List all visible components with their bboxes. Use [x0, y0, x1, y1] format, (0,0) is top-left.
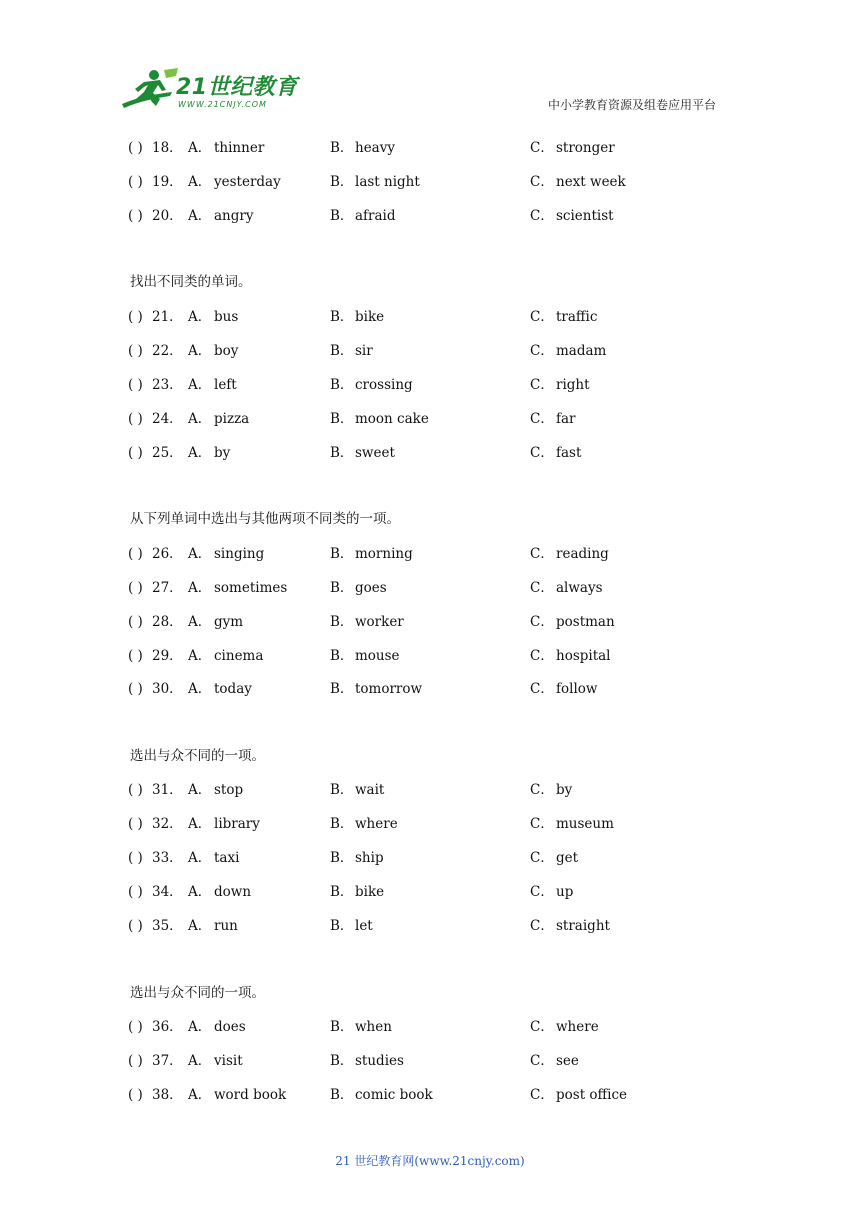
answer-blank: ( )	[128, 445, 143, 461]
option-c: stronger	[556, 140, 615, 156]
option-a: boy	[214, 343, 239, 359]
question-row	[0, 880, 860, 904]
question-number: 37．	[152, 1053, 183, 1069]
option-c-label: C．	[530, 174, 554, 190]
question-number: 18．	[152, 140, 183, 156]
answer-blank: ( )	[128, 343, 143, 359]
answer-blank: ( )	[128, 580, 143, 596]
question-row	[0, 373, 860, 397]
option-a: word book	[214, 1087, 287, 1103]
option-c-label: C．	[530, 343, 554, 359]
question-row	[0, 677, 860, 701]
option-b: sweet	[355, 445, 395, 461]
option-c: straight	[556, 918, 610, 934]
site-logo	[120, 66, 298, 118]
option-a-label: A．	[188, 546, 212, 562]
answer-blank: ( )	[128, 884, 143, 900]
question-number: 22．	[152, 343, 183, 359]
option-a: pizza	[214, 411, 250, 427]
option-b-label: B．	[330, 918, 354, 934]
question-row	[0, 136, 860, 160]
option-c-label: C．	[530, 614, 554, 630]
option-b-label: B．	[330, 884, 354, 900]
option-b: moon cake	[355, 411, 429, 427]
question-row	[0, 610, 860, 634]
option-a: library	[214, 816, 260, 832]
option-b-label: B．	[330, 208, 354, 224]
answer-blank: ( )	[128, 208, 143, 224]
question-number: 27．	[152, 580, 183, 596]
option-c-label: C．	[530, 445, 554, 461]
option-b: where	[355, 816, 398, 832]
option-b: studies	[355, 1053, 404, 1069]
question-number: 21．	[152, 309, 183, 325]
answer-blank: ( )	[128, 1087, 143, 1103]
option-c: reading	[556, 546, 609, 562]
question-row	[0, 1083, 860, 1107]
option-b: ship	[355, 850, 384, 866]
option-b-label: B．	[330, 174, 354, 190]
question-row	[0, 542, 860, 566]
option-a-label: A．	[188, 343, 212, 359]
question-row	[0, 441, 860, 465]
option-a-label: A．	[188, 681, 212, 697]
option-b-label: B．	[330, 681, 354, 697]
option-b: tomorrow	[355, 681, 423, 697]
question-number: 36．	[152, 1019, 183, 1035]
option-a: down	[214, 884, 252, 900]
section-instruction: 选出与众不同的一项。	[130, 748, 265, 764]
option-b-label: B．	[330, 309, 354, 325]
option-b: let	[355, 918, 373, 934]
question-number: 26．	[152, 546, 183, 562]
option-a-label: A．	[188, 377, 212, 393]
logo-url: WWW.21CNJY.COM	[178, 100, 267, 109]
option-b-label: B．	[330, 782, 354, 798]
option-a: run	[214, 918, 238, 934]
platform-title: 中小学教育资源及组卷应用平台	[548, 98, 717, 112]
option-c-label: C．	[530, 140, 554, 156]
section-instruction: 选出与众不同的一项。	[130, 985, 265, 1001]
option-b: worker	[355, 614, 404, 630]
option-b-label: B．	[330, 140, 354, 156]
option-a-label: A．	[188, 1087, 212, 1103]
option-b: bike	[355, 309, 385, 325]
option-a: left	[214, 377, 237, 393]
option-c: next week	[556, 174, 626, 190]
option-a: cinema	[214, 648, 264, 664]
option-c: see	[556, 1053, 579, 1069]
question-number: 29．	[152, 648, 183, 664]
option-c: scientist	[556, 208, 614, 224]
question-row	[0, 914, 860, 938]
option-c-label: C．	[530, 411, 554, 427]
question-row	[0, 1015, 860, 1039]
option-b-label: B．	[330, 445, 354, 461]
option-b-label: B．	[330, 343, 354, 359]
option-b-label: B．	[330, 1019, 354, 1035]
question-number: 34．	[152, 884, 183, 900]
option-c-label: C．	[530, 309, 554, 325]
option-b: sir	[355, 343, 373, 359]
option-a-label: A．	[188, 411, 212, 427]
option-b: goes	[355, 580, 387, 596]
question-row	[0, 644, 860, 668]
option-b: morning	[355, 546, 413, 562]
option-a-label: A．	[188, 918, 212, 934]
answer-blank: ( )	[128, 918, 143, 934]
option-c: hospital	[556, 648, 611, 664]
question-number: 31．	[152, 782, 183, 798]
option-c: traffic	[556, 309, 598, 325]
question-row	[0, 204, 860, 228]
option-a: singing	[214, 546, 265, 562]
answer-blank: ( )	[128, 140, 143, 156]
option-c-label: C．	[530, 782, 554, 798]
option-c-label: C．	[530, 816, 554, 832]
runner-logo-icon	[120, 66, 180, 118]
option-b-label: B．	[330, 546, 354, 562]
question-row	[0, 1049, 860, 1073]
option-b: afraid	[355, 208, 396, 224]
option-b: heavy	[355, 140, 395, 156]
option-a: thinner	[214, 140, 265, 156]
option-c-label: C．	[530, 1087, 554, 1103]
option-a-label: A．	[188, 850, 212, 866]
option-a: by	[214, 445, 231, 461]
page-header	[0, 0, 860, 125]
option-a: visit	[214, 1053, 243, 1069]
answer-blank: ( )	[128, 546, 143, 562]
option-b: mouse	[355, 648, 400, 664]
option-a-label: A．	[188, 580, 212, 596]
question-row	[0, 846, 860, 870]
option-a: sometimes	[214, 580, 288, 596]
option-a-label: A．	[188, 445, 212, 461]
question-number: 25．	[152, 445, 183, 461]
answer-blank: ( )	[128, 174, 143, 190]
question-number: 24．	[152, 411, 183, 427]
option-c: far	[556, 411, 576, 427]
answer-blank: ( )	[128, 1019, 143, 1035]
question-row	[0, 778, 860, 802]
option-b-label: B．	[330, 1053, 354, 1069]
question-row	[0, 339, 860, 363]
option-b-label: B．	[330, 580, 354, 596]
option-a-label: A．	[188, 309, 212, 325]
option-c-label: C．	[530, 918, 554, 934]
option-c-label: C．	[530, 580, 554, 596]
option-b-label: B．	[330, 411, 354, 427]
option-a-label: A．	[188, 782, 212, 798]
answer-blank: ( )	[128, 377, 143, 393]
option-a-label: A．	[188, 614, 212, 630]
option-a-label: A．	[188, 884, 212, 900]
option-a-label: A．	[188, 174, 212, 190]
option-a: taxi	[214, 850, 240, 866]
option-b: bike	[355, 884, 385, 900]
option-b-label: B．	[330, 850, 354, 866]
option-a-label: A．	[188, 648, 212, 664]
option-a: bus	[214, 309, 239, 325]
option-c: always	[556, 580, 603, 596]
answer-blank: ( )	[128, 648, 143, 664]
answer-blank: ( )	[128, 850, 143, 866]
option-b-label: B．	[330, 1087, 354, 1103]
option-a: does	[214, 1019, 246, 1035]
option-c: up	[556, 884, 574, 900]
question-number: 19．	[152, 174, 183, 190]
option-c: follow	[556, 681, 598, 697]
option-a-label: A．	[188, 208, 212, 224]
answer-blank: ( )	[128, 309, 143, 325]
section-instruction: 从下列单词中选出与其他两项不同类的一项。	[130, 511, 400, 527]
question-row	[0, 812, 860, 836]
option-c-label: C．	[530, 884, 554, 900]
option-b-label: B．	[330, 614, 354, 630]
option-b: last night	[355, 174, 420, 190]
option-c-label: C．	[530, 208, 554, 224]
question-row	[0, 576, 860, 600]
answer-blank: ( )	[128, 782, 143, 798]
option-c: postman	[556, 614, 615, 630]
question-number: 38．	[152, 1087, 183, 1103]
option-c-label: C．	[530, 648, 554, 664]
option-c: where	[556, 1019, 599, 1035]
question-row	[0, 305, 860, 329]
option-c: get	[556, 850, 579, 866]
option-b: wait	[355, 782, 385, 798]
question-number: 35．	[152, 918, 183, 934]
option-c: museum	[556, 816, 614, 832]
option-c-label: C．	[530, 546, 554, 562]
page-footer: 21 世纪教育网(www.21cnjy.com)	[335, 1154, 525, 1168]
option-a-label: A．	[188, 140, 212, 156]
option-a: today	[214, 681, 252, 697]
option-a: gym	[214, 614, 244, 630]
option-a-label: A．	[188, 1019, 212, 1035]
answer-blank: ( )	[128, 1053, 143, 1069]
option-b-label: B．	[330, 377, 354, 393]
option-c-label: C．	[530, 1053, 554, 1069]
answer-blank: ( )	[128, 681, 143, 697]
option-c: madam	[556, 343, 607, 359]
option-c-label: C．	[530, 1019, 554, 1035]
question-number: 20．	[152, 208, 183, 224]
option-a: yesterday	[214, 174, 281, 190]
answer-blank: ( )	[128, 411, 143, 427]
option-a-label: A．	[188, 1053, 212, 1069]
option-c: by	[556, 782, 573, 798]
option-c-label: C．	[530, 377, 554, 393]
question-number: 33．	[152, 850, 183, 866]
question-number: 32．	[152, 816, 183, 832]
question-row	[0, 407, 860, 431]
answer-blank: ( )	[128, 614, 143, 630]
option-c: post office	[556, 1087, 628, 1103]
option-b: crossing	[355, 377, 413, 393]
option-b-label: B．	[330, 648, 354, 664]
option-c: right	[556, 377, 590, 393]
section-instruction: 找出不同类的单词。	[130, 274, 252, 290]
question-number: 28．	[152, 614, 183, 630]
question-number: 30．	[152, 681, 183, 697]
option-a: angry	[214, 208, 254, 224]
option-c: fast	[556, 445, 582, 461]
question-row	[0, 170, 860, 194]
question-number: 23．	[152, 377, 183, 393]
option-b-label: B．	[330, 816, 354, 832]
option-a: stop	[214, 782, 244, 798]
option-b: comic book	[355, 1087, 433, 1103]
logo-text: 21世纪教育	[176, 75, 298, 100]
answer-blank: ( )	[128, 816, 143, 832]
option-a-label: A．	[188, 816, 212, 832]
option-b: when	[355, 1019, 392, 1035]
option-c-label: C．	[530, 850, 554, 866]
option-c-label: C．	[530, 681, 554, 697]
